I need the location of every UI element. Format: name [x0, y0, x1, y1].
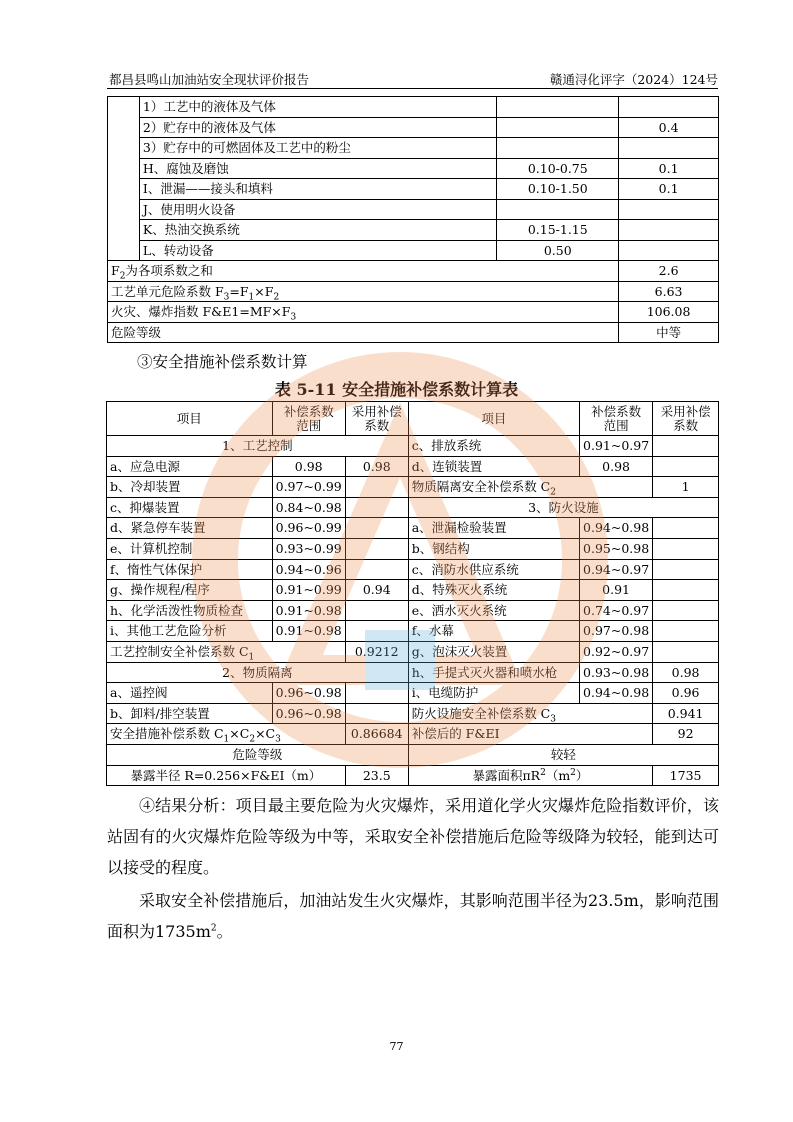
item-value: [345, 703, 408, 724]
row-label: J、使用明火设备: [139, 199, 496, 220]
item-value: 0.96: [653, 683, 719, 704]
item-range: 0.92~0.97: [580, 641, 653, 662]
impact-paragraph: 采取安全补偿措施后，加油站发生火灾爆炸，其影响范围半径为23.5m，影响范围面积为$1735m^2$。: [107, 891, 719, 941]
header-item: 项目: [107, 402, 273, 436]
section-row-title: 2、物质隔离: [107, 662, 409, 683]
table-row: [107, 641, 719, 662]
summary-label: $F_2$为各项系数之和: [108, 261, 619, 282]
coefficient-label: 防火设施安全补偿系数 $C_3$: [408, 703, 652, 724]
item-label: d、紧急停车装置: [107, 518, 273, 539]
item-label: e、计算机控制: [107, 538, 273, 559]
item-range: 0.84~0.98: [272, 497, 345, 518]
item-label: i、其他工艺危险分析: [107, 621, 273, 642]
item-value: 0.94: [345, 580, 408, 601]
item-label: d、连锁装置: [408, 456, 579, 477]
table-row: [108, 97, 719, 118]
row-label: K、热油交换系统: [139, 220, 496, 241]
item-range: 0.94~0.98: [580, 683, 653, 704]
item-label: e、洒水灭火系统: [408, 600, 579, 621]
item-range: 0.91~0.98: [272, 621, 345, 642]
section-row-title: 1、工艺控制: [107, 436, 409, 457]
coefficient-value: 1: [653, 477, 719, 498]
table-row: [108, 138, 719, 159]
summary-row: [108, 322, 719, 343]
item-value: [653, 600, 719, 621]
item-label: b、钢结构: [408, 538, 579, 559]
item-label: b、冷却装置: [107, 477, 273, 498]
item-label: g、操作规程/程序: [107, 580, 273, 601]
safety-compensation-table: [106, 401, 719, 786]
coefficient-label: 工艺控制安全补偿系数 $C_1$: [107, 641, 346, 662]
item-label: h、化学活泼性物质检查: [107, 600, 273, 621]
table-row: [107, 477, 719, 498]
coefficient-value: 0.9212: [345, 641, 408, 662]
table-row: [107, 703, 719, 724]
row-range: 0.10-1.50: [497, 179, 619, 200]
exposure-radius-label: 暴露半径 R=0.256×F&EI（m）: [107, 765, 346, 786]
row-value: 0.1: [619, 179, 719, 200]
table-row: [107, 600, 719, 621]
item-label: d、特殊灭火系统: [408, 580, 579, 601]
item-range: 0.91~0.97: [580, 436, 653, 457]
item-value: [345, 559, 408, 580]
row-range: [497, 199, 619, 220]
item-label: g、泡沫灭火装置: [408, 641, 579, 662]
summary-label: 火灾、爆炸指数 $F\&E1=MF\times F_3$: [108, 302, 619, 323]
row-label: 2）贮存中的液体及气体: [139, 117, 496, 138]
summary-row: [108, 261, 719, 282]
table-row: [107, 436, 719, 457]
page-number: 77: [389, 1040, 404, 1053]
item-label: c、抑爆装置: [107, 497, 273, 518]
table-row: [107, 538, 719, 559]
summary-value: 中等: [619, 322, 719, 343]
table-row: [107, 559, 719, 580]
table-row: [107, 580, 719, 601]
summary-label: 工艺单元危险系数 $F_3=F_1\times F_2$: [108, 281, 619, 302]
summary-value: 6.63: [619, 281, 719, 302]
item-range: 0.97~0.98: [580, 621, 653, 642]
row-range: [497, 97, 619, 118]
item-value: [345, 538, 408, 559]
table-row: [107, 456, 719, 477]
item-value: [653, 538, 719, 559]
result-analysis-paragraph: ④结果分析：项目最主要危险为火灾爆炸，采用道化学火灾爆炸危险指数评价，该站固有的火灾爆炸危险等级为中等，采取安全补偿措施后危险等级降为较轻，能到达可以接受的程度。: [107, 796, 719, 877]
row-range: [497, 138, 619, 159]
item-range: 0.94~0.98: [580, 518, 653, 539]
header-adopted: 采用补偿 系数: [653, 402, 719, 436]
coefficient-label: 物质隔离安全补偿系数 $C_2$: [408, 477, 652, 498]
table-row: [108, 199, 719, 220]
row-range: [497, 117, 619, 138]
item-label: c、排放系统: [408, 436, 579, 457]
table-row: [107, 662, 719, 683]
item-value: [345, 518, 408, 539]
item-label: f、水幕: [408, 621, 579, 642]
header-title: 都昌县鸣山加油站安全现状评价报告: [109, 72, 310, 87]
exposure-area-value: 1735: [653, 765, 719, 786]
item-value: [345, 683, 408, 704]
item-range: 0.93~0.99: [272, 538, 345, 559]
coefficient-value: 0.941: [653, 703, 719, 724]
danger-level-label: 危险等级: [107, 744, 409, 765]
item-value: 0.98: [345, 456, 408, 477]
coefficient-label: 安全措施补偿系数 $C_1\times C_2\times C_3$: [107, 724, 346, 745]
item-value: 0.98: [653, 662, 719, 683]
summary-value: 2.6: [619, 261, 719, 282]
item-label: f、惰性气体保护: [107, 559, 273, 580]
item-label: a、遥控阀: [107, 683, 273, 704]
header-range: 补偿系数 范围: [272, 402, 345, 436]
item-range: 0.96~0.98: [272, 703, 345, 724]
item-range: 0.94~0.96: [272, 559, 345, 580]
item-range: 0.91~0.98: [272, 600, 345, 621]
item-range: 0.93~0.98: [580, 662, 653, 683]
coefficient-value: 0.86684: [345, 724, 408, 745]
row-label: H、腐蚀及磨蚀: [139, 158, 496, 179]
coefficient-value: 92: [653, 724, 719, 745]
row-value: [619, 138, 719, 159]
row-value: [619, 220, 719, 241]
item-value: [345, 477, 408, 498]
item-range: 0.98: [272, 456, 345, 477]
item-value: [653, 641, 719, 662]
item-range: 0.74~0.97: [580, 600, 653, 621]
summary-row: [108, 281, 719, 302]
table-row: [107, 683, 719, 704]
item-range: 0.96~0.98: [272, 683, 345, 704]
row-range: 0.15-1.15: [497, 220, 619, 241]
item-range: 0.96~0.99: [272, 518, 345, 539]
table-row: [108, 240, 719, 261]
table-row: [108, 220, 719, 241]
row-value: 0.1: [619, 158, 719, 179]
item-value: [345, 621, 408, 642]
exposure-area-label: 暴露面积$\pi R^2(m^2)$: [408, 765, 652, 786]
row-label: L、转动设备: [139, 240, 496, 261]
danger-level-value: 较轻: [408, 744, 718, 765]
item-value: [653, 559, 719, 580]
table-caption: 表 5-11 安全措施补偿系数计算表: [274, 380, 519, 399]
item-value: [653, 580, 719, 601]
section-heading: ③安全措施补偿系数计算: [137, 353, 308, 371]
table-row: [107, 724, 719, 745]
item-value: [345, 497, 408, 518]
row-value: 0.4: [619, 117, 719, 138]
item-range: 0.91: [580, 580, 653, 601]
indent-cell: [108, 97, 140, 261]
page-header: [107, 66, 718, 89]
row-label: I、泄漏——接头和填料: [139, 179, 496, 200]
section-row-title: 3、防火设施: [408, 497, 718, 518]
item-range: 0.98: [580, 456, 653, 477]
row-value: [619, 199, 719, 220]
item-label: a、泄漏检验装置: [408, 518, 579, 539]
item-range: 0.97~0.99: [272, 477, 345, 498]
item-label: a、应急电源: [107, 456, 273, 477]
item-value: [653, 518, 719, 539]
table-row: [107, 621, 719, 642]
table-row: [108, 158, 719, 179]
table-header-row: [107, 402, 719, 436]
exposure-radius-value: 23.5: [345, 765, 408, 786]
header-range: 补偿系数 范围: [580, 402, 653, 436]
item-label: c、消防水供应系统: [408, 559, 579, 580]
item-value: [345, 600, 408, 621]
penalty-coefficient-table: [107, 96, 719, 343]
summary-row: [108, 302, 719, 323]
summary-label: 危险等级: [108, 322, 619, 343]
row-range: 0.10-0.75: [497, 158, 619, 179]
item-label: i、电缆防护: [408, 683, 579, 704]
row-label: 1）工艺中的液体及气体: [139, 97, 496, 118]
row-value: [619, 97, 719, 118]
header-report-number: 赣通浔化评字（2024）124号: [549, 72, 718, 87]
row-label: 3）贮存中的可燃固体及工艺中的粉尘: [139, 138, 496, 159]
item-range: 0.94~0.97: [580, 559, 653, 580]
header-adopted: 采用补偿 系数: [345, 402, 408, 436]
item-range: 0.91~0.99: [272, 580, 345, 601]
table-row: [107, 518, 719, 539]
table-row: [108, 179, 719, 200]
item-label: b、卸料/排空装置: [107, 703, 273, 724]
item-range: 0.95~0.98: [580, 538, 653, 559]
item-value: [653, 456, 719, 477]
coefficient-label: 补偿后的 F&EI: [408, 724, 652, 745]
item-label: h、手提式灭火器和喷水枪: [408, 662, 579, 683]
table-row: [108, 117, 719, 138]
row-value: [619, 240, 719, 261]
summary-value: 106.08: [619, 302, 719, 323]
row-range: 0.50: [497, 240, 619, 261]
header-item: 项目: [408, 402, 579, 436]
danger-level-row: [107, 744, 719, 765]
table-row: [107, 497, 719, 518]
item-value: [653, 621, 719, 642]
item-value: [653, 436, 719, 457]
exposure-row: [107, 765, 719, 786]
